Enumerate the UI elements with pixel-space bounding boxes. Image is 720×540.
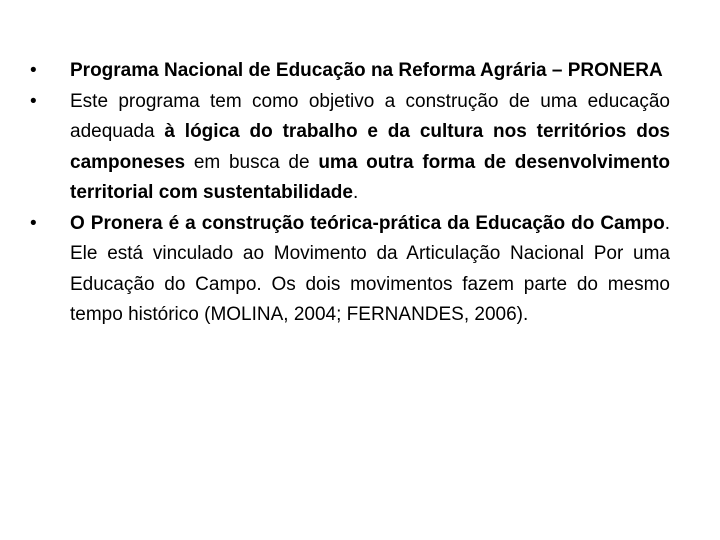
bullet-dot-icon: • <box>30 60 37 81</box>
bullet-text-segment-bold: à lógica do trabalho e da cultura nos territórios dos camponeses <box>70 121 670 173</box>
bullet-dot-icon: • <box>30 212 37 234</box>
bullet-dot-icon: • <box>30 90 37 112</box>
bullet-list <box>30 56 670 331</box>
bullet-item-construcao <box>30 209 670 331</box>
bullet-text-segment-bold: uma outra forma de desenvolvimento territorial com sustentabilidade <box>70 151 671 203</box>
bullet-text-segment: em busca de <box>185 151 319 173</box>
bullet-text-segment: Programa Nacional de Educação na Reforma Agrária – PRONERA <box>70 60 663 81</box>
bullet-text-segment: . <box>352 182 359 203</box>
bullet-text-segment: . Ele está vinculado ao Movimento da Articulação Nacional Por uma Educação do Campo. Os dois movimentos fazem parte do mesmo tempo histórico (MOLINA, 2004; FERNANDES, 2006). <box>70 212 670 325</box>
bullet-text-segment: Este programa tem como objetivo a construção de uma educação adequada <box>70 90 670 142</box>
bullet-item-pronera <box>30 56 670 87</box>
bullet-item-objetivo <box>30 87 670 209</box>
bullet-text-segment-bold: O Pronera é a construção teórica-prática da Educação do Campo <box>70 212 665 234</box>
